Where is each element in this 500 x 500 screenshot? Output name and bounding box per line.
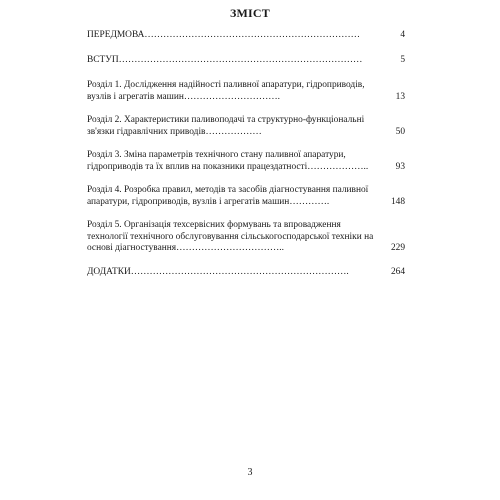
toc-entry-preface <box>87 30 405 42</box>
toc-page-number: 93 <box>395 161 405 172</box>
toc-entry-text: Розділ 3. Зміна параметрів технічного стану паливної апаратури, гідроприводів та їх вплив на показники працездатності……………….. <box>87 150 369 172</box>
toc-entry-text: ПЕРЕДМОВА…………………………………………………………… <box>87 30 360 40</box>
toc-entry-chapter-2 <box>87 115 405 138</box>
toc-entry-text: Розділ 5. Організація техсервісних формувань та впровадження технології технічного обслуговування сільськогосподарської техніки на основі діагностування…………………………….. <box>87 220 374 253</box>
toc-page-number: 4 <box>400 30 405 40</box>
toc-page-number: 229 <box>390 243 405 253</box>
toc-entry-chapter-4 <box>87 185 405 208</box>
toc-entry-text: Розділ 2. Характеристики паливоподачі та структурно-функціональні зв'язки гідравлічних приводів……………… <box>87 115 365 137</box>
page-number-footer: 3 <box>247 467 253 478</box>
toc-entry-text: ВСТУП…………………………………………………………………… <box>87 54 363 65</box>
toc-entry-introduction <box>87 55 405 67</box>
table-of-contents <box>87 30 405 290</box>
toc-page-number: 5 <box>400 54 405 65</box>
toc-entry-chapter-5 <box>87 220 405 255</box>
page-title: ЗМІСТ <box>230 6 270 20</box>
toc-page-number: 148 <box>390 196 405 207</box>
toc-page-number: 13 <box>395 91 405 102</box>
toc-entry-appendices <box>87 267 405 279</box>
toc-entry-text: ДОДАТКИ……………………………………………………………. <box>87 266 349 277</box>
toc-entry-chapter-1 <box>87 80 405 103</box>
toc-entry-text: Розділ 4. Розробка правил, методів та засобів діагностування паливної апаратури, гідроприводів, вузлів і агрегатів машин…………. <box>87 185 369 207</box>
toc-entry-chapter-3 <box>87 150 405 173</box>
toc-page-number: 50 <box>395 126 405 137</box>
toc-entry-text: Розділ 1. Дослідження надійності паливної апаратури, гідроприводів, вузлів і агрегатів машин…………………………. <box>87 80 365 102</box>
toc-page-number: 264 <box>390 266 405 277</box>
